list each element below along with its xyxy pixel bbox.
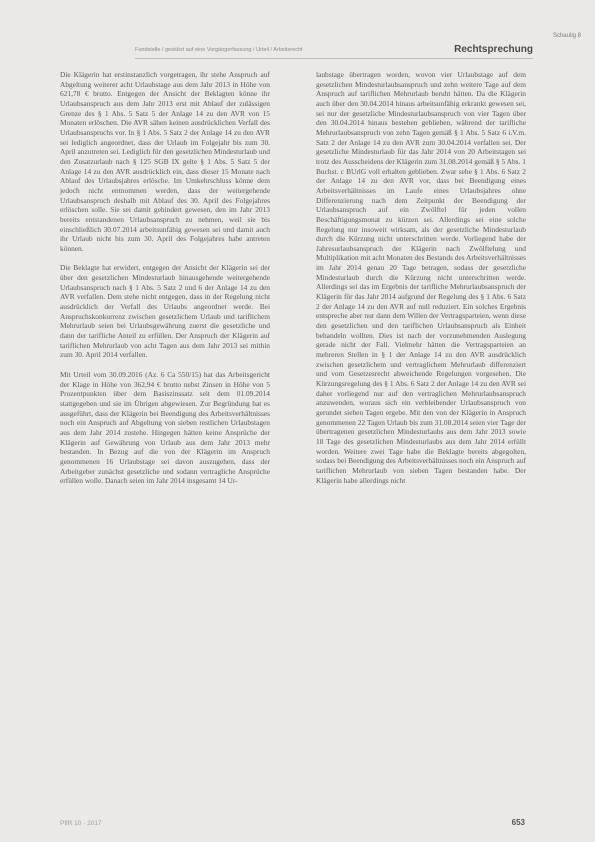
- section-title: Rechtsprechung: [454, 44, 533, 55]
- paragraph: Die Klägerin hat erstinstanzlich vorgetragen, ihr stehe Anspruch auf Abgeltung weiterer acht Urlaubstage aus dem Jahr 2013 in Höhe von 621,78 € brutto. Entgegen der Ansicht der Beklagten könne ihr Urlaubsanspruch aus dem Jahr 2013 erst mit Ablauf der zulässigen Grenze des § 1 Abs. 5 Satz 5 der Anlage 14 zu den AVR von 15 Monaten erlöschen. Die AVR sähen keinen ausdrücklichen Verfall des Urlaubsanspruchs vor. In § 1 Abs. 5 Satz 2 der Anlage 14 zu den AVR sei lediglich angeordnet, dass der Urlaub im Folgejahr bis zum 30. April anzutreten sei. Lediglich für den gesetzlichen Mindesturlaub und den Zusatzurlaub nach § 125 SGB IX gelte § 1 Abs. 5 Satz 5 der Anlage 14 zu den AVR ausdrücklich ein, dass dieser 15 Monate nach Ablauf des Urlaubsjahres erlösche. Im Umkehrschluss könne dem jedoch nicht entnommen werden, dass der weitergehende Urlaubsanspruch deshalb mit Ablauf des 30. April des Folgejahres erlöschen solle. Sie sei damit gehindert gewesen, den im Jahr 2013 bereits entstandenen Urlaubsanspruch zu nehmen, weil sie bis einschließlich 30.07.2014 arbeitsunfähig gewesen sei und damit auch ihr Urlaub nicht bis zum 30. April des Folgejahres habe antreten können.: [60, 70, 270, 253]
- right-column: [316, 70, 526, 495]
- paragraph: Die Beklagte hat erwidert, entgegen der Ansicht der Klägerin sei der über den gesetzlichen Mindesturlaub hinausgehende weitergehende Urlaubsanspruch nach § 1 Abs. 5 Satz 2 und 6 der Anlage 14 zu den AVR verfallen. Dem stehe nicht entgegen, dass in der Regelung nicht ausdrücklich der Verfall des Urlaubs angeordnet werde. Bei Anspruchskonkurrenz zwischen gesetzlichem Urlaub und tariflichem Mehrurlaub seien bei Urlaubsgewährung zuerst die gesetzliche und dann der tarifliche Anteil zu erfüllen. Der Anspruch der Klägerin auf tariflichen Mehrurlaub von acht Tagen aus dem Jahr 2013 sei mithin zum 30. April 2014 verfallen.: [60, 263, 270, 360]
- paragraph: Mit Urteil vom 30.09.2016 (Az. 6 Ca 550/15) hat das Arbeitsgericht der Klage in Höhe von 362,94 € brutto nebst Zinsen in Höhe von 5 Prozentpunkten über dem Basiszinssatz seit dem 01.09.2014 stattgegeben und sie im Übrigen abgewiesen. Zur Begründung hat es ausgeführt, dass der Klägerin bei Beendigung des Arbeitsverhältnisses noch ein Anspruch auf Abgeltung von sieben restlichen Urlaubstagen aus dem Jahr 2014 zustehe. Hingegen hätten keine Ansprüche der Klägerin auf Gewährung von Urlaub aus dem Jahr 2013 mehr bestanden. In Bezug auf die von der Klägerin im Anspruch genommenen 16 Urlaubstage sei davon auszugehen, dass der Arbeitgeber zunächst gesetzliche und sodann vertragliche Ansprüche erfüllen wolle. Danach seien im Jahr 2014 insgesamt 14 Ur-: [60, 370, 270, 486]
- page-number: 653: [511, 818, 525, 827]
- paragraph: laubstage übertragen worden, wovon vier Urlaubstage auf dem gesetzlichen Mindesturlaubsanspruch und zehn weitere Tage auf dem Anspruch auf tariflichen Mehrurlaub beruht hätten. Da die Klägerin auch über den 30.04.2014 hinaus arbeitsunfähig erkrankt gewesen sei, sei nur der gesetzliche Mindesturlaubsanspruch von vier Tagen über den 30.04.2014 hinaus bestehen geblieben, während der tarifliche Mehrurlaubsanspruch von zehn Tagen gemäß § 1 Abs. 5 Satz 6 i.V.m. Satz 2 der Anlage 14 zu den AVR zum 30.04.2014 verfallen sei. Der gesetzliche Mindesturlaub für das Jahr 2014 von 20 Arbeitstagen sei trotz des Ausscheidens der Klägerin zum 31.08.2014 gemäß § 5 Abs. 1 Buchst. c BUrlG voll erhalten geblieben. Zwar sehe § 1 Abs. 6 Satz 2 der Anlage 14 zu den AVR vor, dass bei Beendigung eines Arbeitsverhältnisses im Laufe eines Urlaubsjahres ohne Differenzierung nach dem Zeitpunkt der Beendigung der Urlaubsanspruch auf ein Zwölftel für jeden vollen Beschäftigungsmonat zu kürzen sei. Allerdings sei eine solche Regelung nur insoweit wirksam, als der gesetzliche Mindesturlaub durch die Kürzung nicht unterschritten werde. Vorliegend habe der Jahresurlaubsanspruch der Klägerin nach Zwölftelung und Multiplikation mit acht Monaten des Bestands des Arbeitsverhältnisses im Jahr 2014 genau 20 Tage betragen, sodass der gesetzliche Mindesturlaub durch die Kürzung nicht unterschritten werde. Allerdings sei das im Ergebnis der tarifliche Mehrurlaubsanspruch der Klägerin für das Jahr 2014 aufgrund der Regelung des § 1 Abs. 6 Satz 2 der Anlage 14 zu den AVR auf null reduziert. Ein solches Ergebnis entspreche aber nur dann dem Willen der Vertragsparteien, wenn diese den gesetzlichen und den tariflichen Urlaubsanspruch als Einheit behandeln wollten. Dies ist nach der vorzunehmenden Auslegung gerade nicht der Fall. Vielmehr hätten die Vertragsparteien an mehreren Stellen in § 1 der Anlage 14 zu den AVR ausdrücklich zwischen gesetzlichem und vertraglichem Mehrurlaub differenziert und vom Gesetzesrecht abweichende Regelungen vorgesehen. Die Kürzungsregelung des § 1 Abs. 6 Satz 2 der Anlage 14 zu den AVR sei daher vorliegend nur auf den vertraglichen Mehrurlaubsanspruch anzuwenden, woraus sich ein verbleibender Urlaubsanspruch von gerundet sieben Tagen ergebe. Mit den von der Klägerin in Anspruch genommenen 22 Tagen Urlaub bis zum 31.08.2014 seien vier Tage der übertragenen gesetzlichen Mindesturlaubs aus dem Jahr 2013 sowie 18 Tage des gesetzlichen Mindesturlaubs aus dem Jahr 2014 erfüllt worden. Weitere zwei Tage habe die Beklagte bereits abgegolten, sodass bei Beendigung des Arbeitsverhältnisses noch ein Anspruch auf tariflichen Mehrurlaub von sieben Tagen bestanden habe. Der Klägerin habe allerdings nicht: [316, 70, 526, 485]
- left-column: [60, 70, 270, 496]
- header-divider: [135, 58, 533, 59]
- journal-label: PflR 10 · 2017: [60, 820, 102, 827]
- header-meta: Fundstelle / gestützt auf eine Vorgängerfassung / Urteil / Arbeitsrecht: [135, 47, 303, 53]
- corner-label: Schaulig 8: [552, 33, 581, 39]
- page-header: [60, 44, 555, 60]
